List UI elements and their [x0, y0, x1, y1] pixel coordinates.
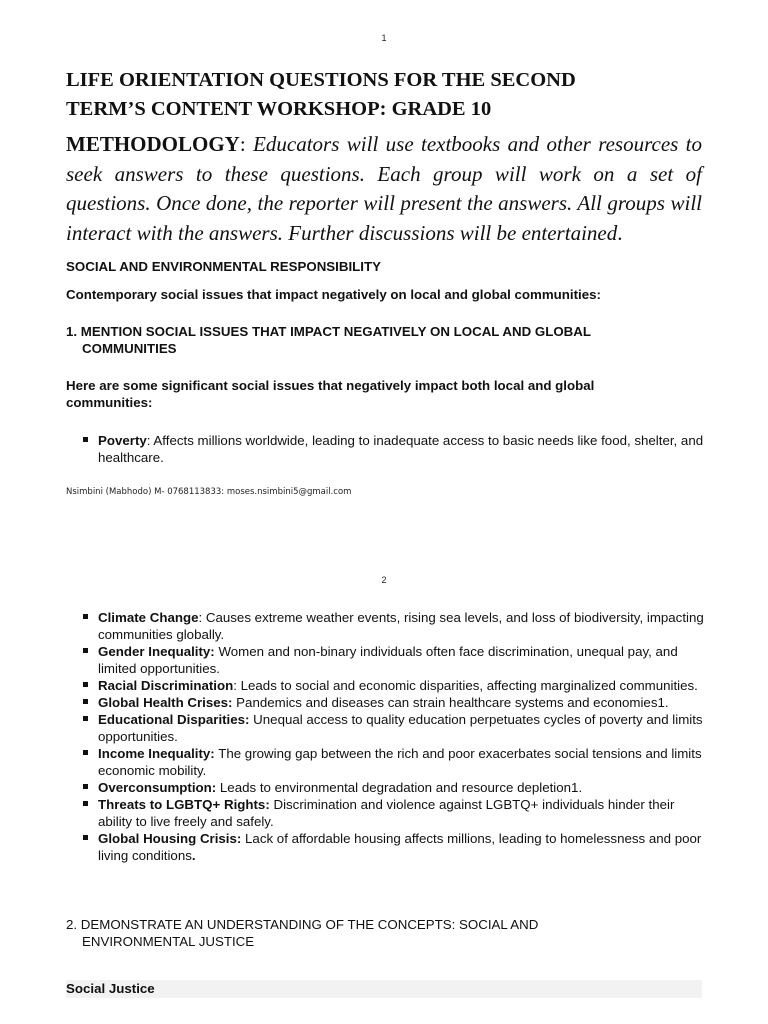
bullet-term: Racial Discrimination	[98, 678, 234, 693]
question-1-line-2: COMMUNITIES	[82, 341, 177, 356]
list-item	[81, 830, 706, 864]
square-bullet-icon	[83, 614, 88, 619]
square-bullet-icon	[83, 835, 88, 840]
question-2-line-1: 2. DEMONSTRATE AN UNDERSTANDING OF THE CONCEPTS: SOCIAL AND	[66, 917, 539, 932]
bullet-text: Discrimination and violence against LGBTQ+ individuals hinder their ability to live freely and safely.	[98, 797, 675, 829]
bullet-text: Women and non-binary individuals often face discrimination, unequal pay, and limited opportunities.	[98, 644, 678, 676]
square-bullet-icon	[83, 682, 88, 687]
bullet-term: Climate Change	[98, 610, 199, 625]
bullet-text: Leads to environmental degradation and resource depletion1.	[216, 780, 583, 795]
bullet-term: Gender Inequality:	[98, 644, 215, 659]
intro-text: Here are some significant social issues that negatively impact both local and global communities:	[66, 378, 595, 410]
square-bullet-icon	[83, 699, 88, 704]
bullet-text: Lack of affordable housing affects millions, leading to homelessness and poor living conditions	[98, 831, 702, 863]
bullet-term: Educational Disparities:	[98, 712, 250, 727]
bullet-text: : Leads to social and economic disparities, affecting marginalized communities.	[233, 678, 698, 693]
square-bullet-icon	[83, 716, 88, 721]
list-item	[81, 609, 706, 643]
bullet-text: : Affects millions worldwide, leading to inadequate access to basic needs like food, shelter, and healthcare.	[98, 433, 704, 465]
list-item	[81, 779, 706, 796]
social-justice-heading-bar	[66, 980, 702, 998]
social-justice-heading: Social Justice	[66, 981, 155, 996]
bullet-term: Poverty	[98, 433, 147, 448]
list-item	[81, 643, 706, 677]
bullet-text: Unequal access to quality education perpetuates cycles of poverty and limits opportunities.	[98, 712, 703, 744]
square-bullet-icon	[83, 784, 88, 789]
section-heading: SOCIAL AND ENVIRONMENTAL RESPONSIBILITY	[66, 259, 381, 274]
bullet-text: : Causes extreme weather events, rising sea levels, and loss of biodiversity, impacting communities globally.	[98, 610, 704, 642]
page-number: 1	[381, 33, 387, 43]
page-number: 2	[381, 575, 387, 585]
square-bullet-icon	[83, 801, 88, 806]
subheading: Contemporary social issues that impact negatively on local and global communities:	[66, 287, 601, 302]
list-item	[81, 711, 706, 745]
question-1-heading	[66, 323, 666, 357]
bullet-term: Threats to LGBTQ+ Rights:	[98, 797, 270, 812]
square-bullet-icon	[83, 648, 88, 653]
question-2-heading	[66, 916, 686, 950]
question-1-line-1: 1. MENTION SOCIAL ISSUES THAT IMPACT NEGATIVELY ON LOCAL AND GLOBAL	[66, 324, 592, 339]
list-item	[81, 432, 706, 466]
page1-bullet-list	[81, 432, 706, 466]
bullet-term: Global Housing Crisis:	[98, 831, 242, 846]
list-item	[81, 745, 706, 779]
list-item	[81, 796, 706, 830]
bullet-tail: .	[191, 848, 196, 863]
bullet-text: The growing gap between the rich and poor exacerbates social tensions and limits economic mobility.	[98, 746, 702, 778]
page2-bullet-list	[81, 609, 706, 864]
title-line-2: TERM’S CONTENT WORKSHOP: GRADE 10	[66, 98, 492, 120]
square-bullet-icon	[83, 750, 88, 755]
methodology-label: METHODOLOGY	[66, 132, 240, 156]
title-line-1: LIFE ORIENTATION QUESTIONS FOR THE SECOND	[66, 69, 576, 91]
question-2-line-2: ENVIRONMENTAL JUSTICE	[82, 934, 255, 949]
page-footer: Nsimbini (Mabhodo) M- 0768113833: moses.nsimbini5@gmail.com	[66, 487, 352, 497]
methodology-colon: :	[239, 132, 246, 156]
methodology-paragraph	[66, 130, 702, 248]
bullet-term: Income Inequality:	[98, 746, 215, 761]
bullet-term: Overconsumption:	[98, 780, 217, 795]
bullet-text: Pandemics and diseases can strain healthcare systems and economies1.	[232, 695, 669, 710]
square-bullet-icon	[83, 437, 88, 442]
methodology-period: .	[617, 220, 623, 245]
list-item	[81, 677, 706, 694]
bullet-term: Global Health Crises:	[98, 695, 233, 710]
methodology-text: Educators will use textbooks and other resources to seek answers to these questions. Each group will work on a set of questions. Once done, the reporter will present the answers. All groups will interact with the answers. Further discussions will be entertained	[66, 132, 703, 245]
list-item	[81, 694, 706, 711]
page-title	[66, 66, 706, 124]
